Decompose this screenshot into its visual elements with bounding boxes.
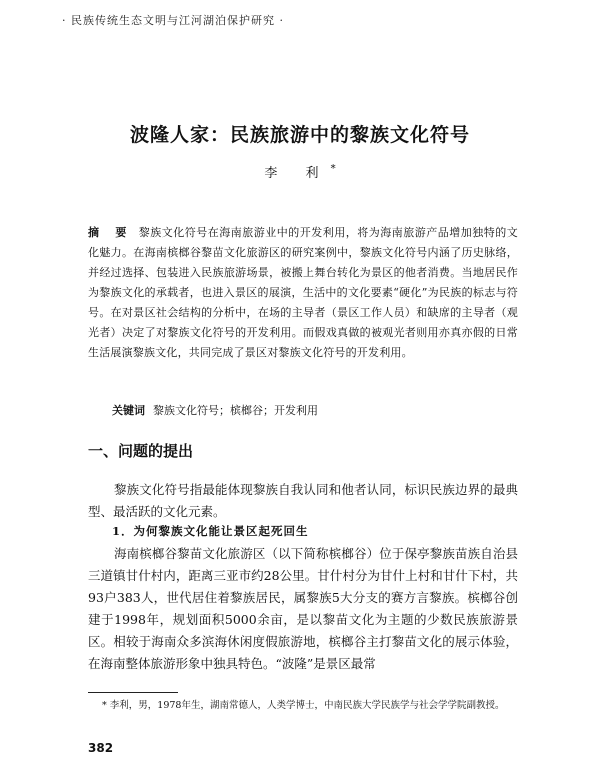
abstract-text: 黎族文化符号在海南旅游业中的开发利用，将为海南旅游产品增加独特的文化魅力。在海南槟榔谷黎苗文化旅游区的研究案例中，黎族文化符号内涵了历史脉络，并经过选择、包装进入民族旅游场景，被搬上舞台转化为景区的他者消费。当地居民作为黎族文化的承载者，也进入景区的展演，生活中的文化要素“硬化”为民族的标志与符号。在对景区社会结构的分析中，在场的主导者（景区工作人员）和缺席的主导者（观光者）决定了对黎族文化符号的开发利用。而假戏真做的被观光者则用亦真亦假的日常生活展演黎族文化，共同完成了景区对黎族文化符号的开发利用。 xyxy=(88,226,518,359)
subsection-heading: 1．为何黎族文化能让景区起死回生 xyxy=(112,524,309,538)
footnote-divider xyxy=(88,692,178,693)
author-name: 李 利 xyxy=(264,166,331,181)
page-number: 382 xyxy=(88,741,114,755)
keywords xyxy=(112,401,532,421)
section-heading: 一、问题的提出 xyxy=(88,442,194,460)
abstract-label: 摘 要 xyxy=(88,226,133,239)
running-head: · 民族传统生态文明与江河湖泊保护研究 · xyxy=(62,14,284,27)
keywords-text: 黎族文化符号；槟榔谷；开发利用 xyxy=(153,404,318,417)
author-note-mark: * xyxy=(330,163,336,175)
body-paragraph-1: 黎族文化符号指最能体现黎族自我认同和他者认同，标识民族边界的最典型、最活跃的文化元素。 xyxy=(88,482,518,519)
keywords-label: 关键词 xyxy=(112,404,145,417)
abstract xyxy=(88,223,518,363)
body-paragraph-2: 海南槟榔谷黎苗文化旅游区（以下简称槟榔谷）位于保亭黎族苗族自治县三道镇甘什村内，距离三亚市约28公里。甘什村分为甘什上村和甘什下村，共93户383人，世代居住着黎族居民，属黎族5大分支的赛方言黎族。槟榔谷创建于1998年，规划面积5000余亩，是以黎苗文化为主题的少数民族旅游景区。相较于海南众多滨海休闲度假旅游地，槟榔谷主打黎苗文化的展示体验，在海南整体旅游形象中独具特色。“波隆”是景区最常 xyxy=(88,546,518,671)
article-title: 波隆人家：民族旅游中的黎族文化符号 xyxy=(129,124,470,146)
author-footnote: * 李利，男，1978年生，湖南常德人，人类学博士，中南民族大学民族学与社会学学院副教授。 xyxy=(102,700,505,711)
author-line xyxy=(0,162,600,181)
